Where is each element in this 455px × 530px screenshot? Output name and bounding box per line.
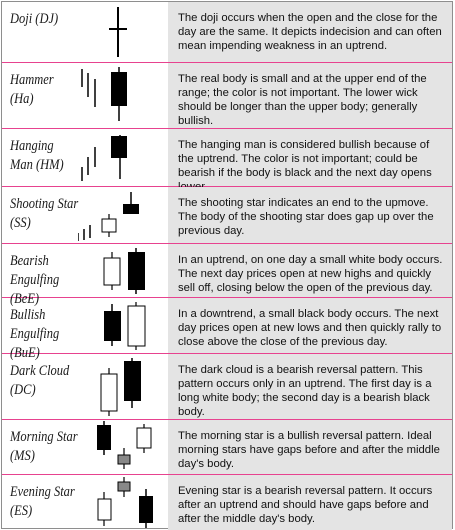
- pattern-description: The doji occurs when the open and the close for the day are the same. It depicts indecision and can often mean impending weakness in an uptrend.: [168, 2, 452, 62]
- pattern-name: Bullish Engulfing (BuE): [10, 307, 60, 361]
- pattern-row-evening-star: [2, 475, 452, 530]
- morning-star-candle-icon: [78, 420, 168, 474]
- pattern-description: The dark cloud is a bearish reversal pattern. This pattern occurs only in an uptrend. The first day is a long white body; the second day is a bearish black body.: [168, 354, 452, 419]
- doji-candle-icon: [78, 2, 168, 62]
- pattern-name: Dark Cloud (DC): [10, 363, 70, 398]
- pattern-row-bullish-engulfing: [2, 298, 452, 361]
- pattern-description: Evening star is a bearish reversal pattern. It occurs after an uptrend and should have gaps before and after the middle day's body.: [168, 475, 452, 530]
- pattern-name: Morning Star (MS): [10, 429, 78, 464]
- pattern-name: Evening Star (ES): [10, 484, 75, 519]
- pattern-row-bearish-engulfing: [2, 244, 452, 307]
- pattern-description: The hanging man is considered bullish because of the uptrend. The color is not important; could be bearish if the body is black and the next day opens: [168, 129, 452, 186]
- candlestick-pattern-table: [1, 1, 453, 529]
- bullish-engulfing-candle-icon: [78, 298, 168, 353]
- pattern-row-shooting-star: [2, 187, 452, 244]
- pattern-row-morning-star: [2, 420, 452, 475]
- pattern-name: Doji (DJ): [10, 11, 59, 27]
- pattern-description: The shooting star indicates an end to the upmove. The body of the shooting star does gap up over the previous day.: [168, 187, 452, 243]
- pattern-row-dark-cloud: [2, 354, 452, 420]
- pattern-description: In an uptrend, on one day a small white body occurs. The next day prices open at new highs and quickly sell off, closing below the open of the previous day.: [168, 244, 452, 297]
- hanging-man-candle-icon: [78, 129, 168, 186]
- pattern-description: The morning star is a bullish reversal pattern. Ideal morning stars have gaps before and after the middle day's body.: [168, 420, 452, 474]
- pattern-name: Bearish Engulfing (BeE): [10, 253, 60, 307]
- bearish-engulfing-candle-icon: [78, 244, 168, 297]
- pattern-description: In a downtrend, a small black body occurs. The next day prices open at new lows and then quickly rally to close above the close of the previous day.: [168, 298, 452, 353]
- hammer-candle-icon: [78, 63, 168, 128]
- pattern-description: The real body is small and at the upper end of the range; the color is not important. The lower wick should be longer than the upper body; generally bullish.: [168, 63, 452, 128]
- evening-star-candle-icon: [78, 475, 168, 530]
- pattern-row-doji: [2, 2, 452, 63]
- dark-cloud-candle-icon: [78, 354, 168, 419]
- pattern-name: Shooting Star (SS): [10, 196, 79, 231]
- pattern-name: Hammer (Ha): [10, 72, 54, 107]
- shooting-star-candle-icon: [78, 187, 168, 243]
- pattern-row-hanging-man: [2, 129, 452, 187]
- pattern-row-hammer: [2, 63, 452, 129]
- pattern-name: Hanging Man (HM): [10, 138, 64, 173]
